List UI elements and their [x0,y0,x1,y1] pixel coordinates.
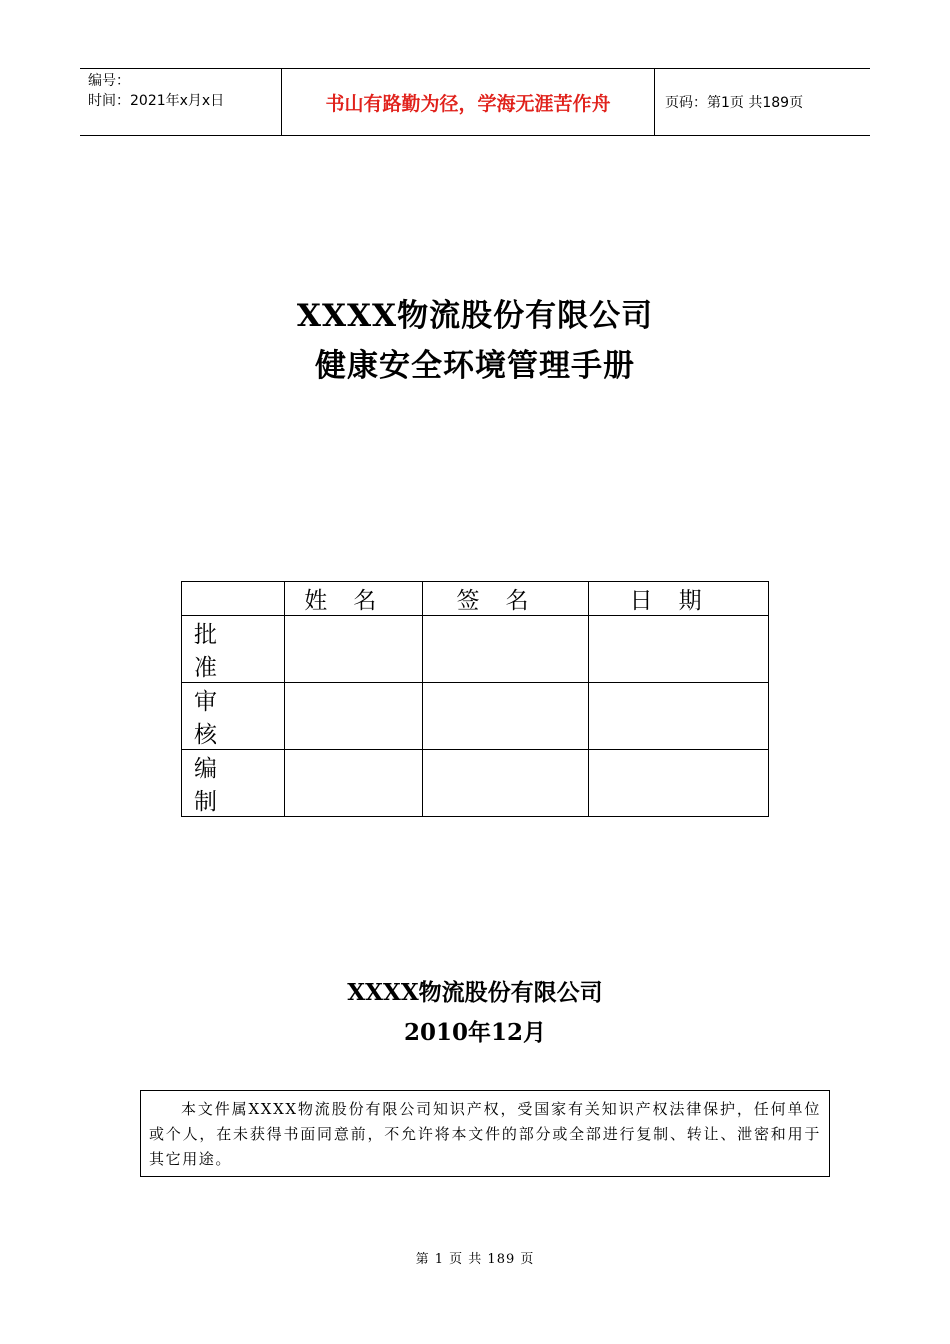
copyright-notice: 本文件属XXXX物流股份有限公司知识产权，受国家有关知识产权法律保护，任何单位或个人，在未获得书面同意前，不允许将本文件的部分或全部进行复制、转让、泄密和用于其它用途。 [140,1090,830,1177]
header-cell-date: 日期 [589,582,769,616]
signature-cell[interactable] [422,750,589,817]
date-cell[interactable] [589,750,769,817]
header-motto: 书山有路勤为径，学海无涯苦作舟 [281,69,655,135]
table-row-approve [182,616,769,683]
signature-cell[interactable] [422,616,589,683]
signature-table-header [182,582,769,616]
signature-table [181,581,769,817]
signature-cell[interactable] [422,683,589,750]
row-label: 批准 [182,616,285,683]
date-cell[interactable] [589,616,769,683]
header-meta [80,69,281,135]
header-cell-signature: 签名 [422,582,589,616]
header-cell-name: 姓名 [284,582,422,616]
name-cell[interactable] [284,750,422,817]
date-cell[interactable] [589,683,769,750]
header-page-info: 页码：第1页 共189页 [665,95,804,111]
row-label: 编制 [182,750,285,817]
document-title-line1: XXXX物流股份有限公司 [296,298,654,334]
document-number-label: 编号： [88,73,130,89]
page-header [80,68,870,136]
name-cell[interactable] [284,683,422,750]
table-row-compile [182,750,769,817]
document-title-line2: 健康安全环境管理手册 [315,348,635,384]
row-label: 审核 [182,683,285,750]
issue-date: 2010年12月 [403,1019,547,1046]
header-cell-empty [182,582,285,616]
issuer-company: XXXX物流股份有限公司 [347,979,603,1006]
page-footer: 第 1 页 共 189 页 [415,1252,535,1267]
table-row-review [182,683,769,750]
name-cell[interactable] [284,616,422,683]
document-time: 时间：2021年x月x日 [88,93,225,109]
